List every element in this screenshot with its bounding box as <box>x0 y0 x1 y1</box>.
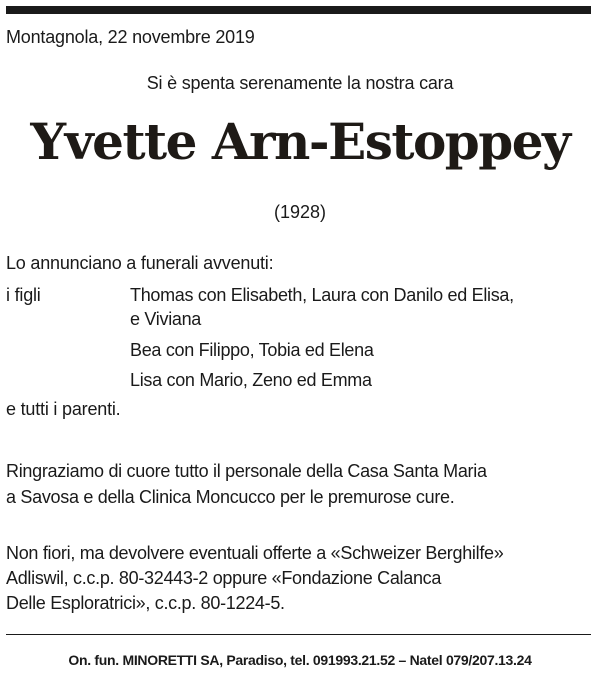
donation-line: Delle Esploratrici», c.c.p. 80-1224-5. <box>6 593 285 613</box>
top-rule <box>6 6 591 14</box>
donation-line: Adliswil, c.c.p. 80-32443-2 oppure «Fondazione Calanca <box>6 568 442 588</box>
birth-year: (1928) <box>273 202 327 222</box>
family-line: e Viviana <box>130 309 202 329</box>
bottom-rule <box>6 634 591 635</box>
funeral-home-footer: On. fun. MINORETTI SA, Paradiso, tel. 091993.21.52 – Natel 079/207.13.24 <box>68 652 532 668</box>
deceased-name: Yvette Arn-Estoppey <box>30 112 570 171</box>
place-date: Montagnola, 22 novembre 2019 <box>6 27 255 47</box>
family-line: Bea con Filippo, Tobia ed Elena <box>130 340 374 360</box>
family-line: Thomas con Elisabeth, Laura con Danilo ed Elisa, <box>130 285 514 305</box>
intro-text: Si è spenta serenamente la nostra cara <box>146 73 454 93</box>
announcement-text: Lo annunciano a funerali avvenuti: <box>6 253 274 273</box>
thanks-line: a Savosa e della Clinica Moncucco per le premurose cure. <box>6 487 455 507</box>
relatives-text: e tutti i parenti. <box>6 399 121 419</box>
family-label: i figli <box>6 285 41 305</box>
donation-line: Non fiori, ma devolvere eventuali offerte a «Schweizer Berghilfe» <box>6 543 504 563</box>
thanks-line: Ringraziamo di cuore tutto il personale della Casa Santa Maria <box>6 461 487 481</box>
family-line: Lisa con Mario, Zeno ed Emma <box>130 370 372 390</box>
